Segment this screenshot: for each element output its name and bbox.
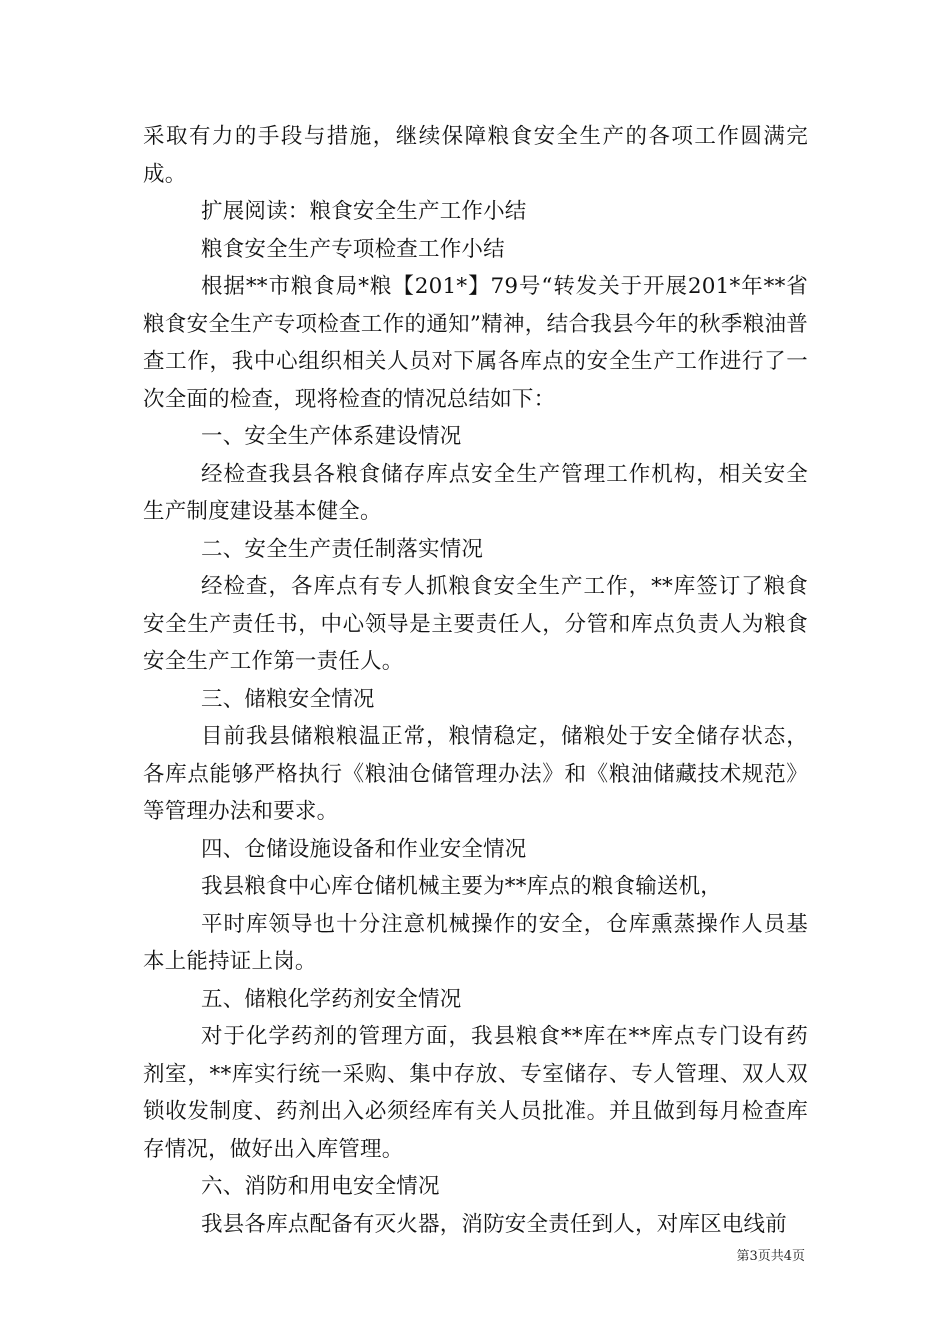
extended-reading-line: 扩展阅读：粮食安全生产工作小结 (201, 199, 527, 224)
body-paragraph-4a: 我县粮食中心库仓储机械主要为**库点的粮食输送机， (201, 874, 723, 899)
heading-2: 二、安全生产责任制落实情况 (201, 536, 484, 562)
section-title: 粮食安全生产专项检查工作小结 (201, 236, 505, 262)
heading-3: 三、储粮安全情况 (201, 686, 375, 712)
body-paragraph-6: 我县各库点配备有灭火器，消防安全责任到人，对库区电线前 (201, 1211, 787, 1237)
intro-paragraph: 根据**市粮食局*粮【201*】79号“转发关于开展201*年**省粮食安全生产专项检查工作的通知”精神，结合我县今年的秋季粮油普查工作，我中心组织相关人员对下属各库点的安全生产工作进行了一次全面的检查，现将检查的情况总结如下： (143, 274, 808, 412)
heading-4: 四、仓储设施设备和作业安全情况 (201, 836, 527, 862)
body-paragraph-1: 经检查我县各粮食储存库点安全生产管理工作机构，相关安全生产制度建设基本健全。 (143, 461, 808, 524)
continuation-paragraph: 采取有力的手段与措施，继续保障粮食安全生产的各项工作圆满完成。 (143, 124, 808, 187)
body-paragraph-2: 经检查，各库点有专人抓粮食安全生产工作，**库签订了粮食安全生产责任书，中心领导是主要责任人，分管和库点负责人为粮食安全生产工作第一责任人。 (143, 574, 808, 674)
document-body (143, 118, 808, 1243)
heading-1: 一、安全生产体系建设情况 (201, 424, 462, 449)
heading-6: 六、消防和用电安全情况 (201, 1174, 440, 1199)
body-paragraph-5: 对于化学药剂的管理方面，我县粮食**库在**库点专门设有药剂室，**库实行统一采购、集中存放、专室储存、专人管理、双人双锁收发制度、药剂出入必须经库有关人员批准。并且做到每月检查库存情况，做好出入库管理。 (143, 1024, 808, 1162)
heading-5: 五、储粮化学药剂安全情况 (201, 986, 462, 1012)
page-number-footer: 第3页共4页 (736, 1249, 805, 1264)
body-paragraph-3: 目前我县储粮粮温正常，粮情稳定，储粮处于安全储存状态，各库点能够严格执行《粮油仓储管理办法》和《粮油储藏技术规范》等管理办法和要求。 (143, 724, 808, 824)
body-paragraph-4b: 平时库领导也十分注意机械操作的安全，仓库熏蒸操作人员基本上能持证上岗。 (143, 911, 808, 974)
